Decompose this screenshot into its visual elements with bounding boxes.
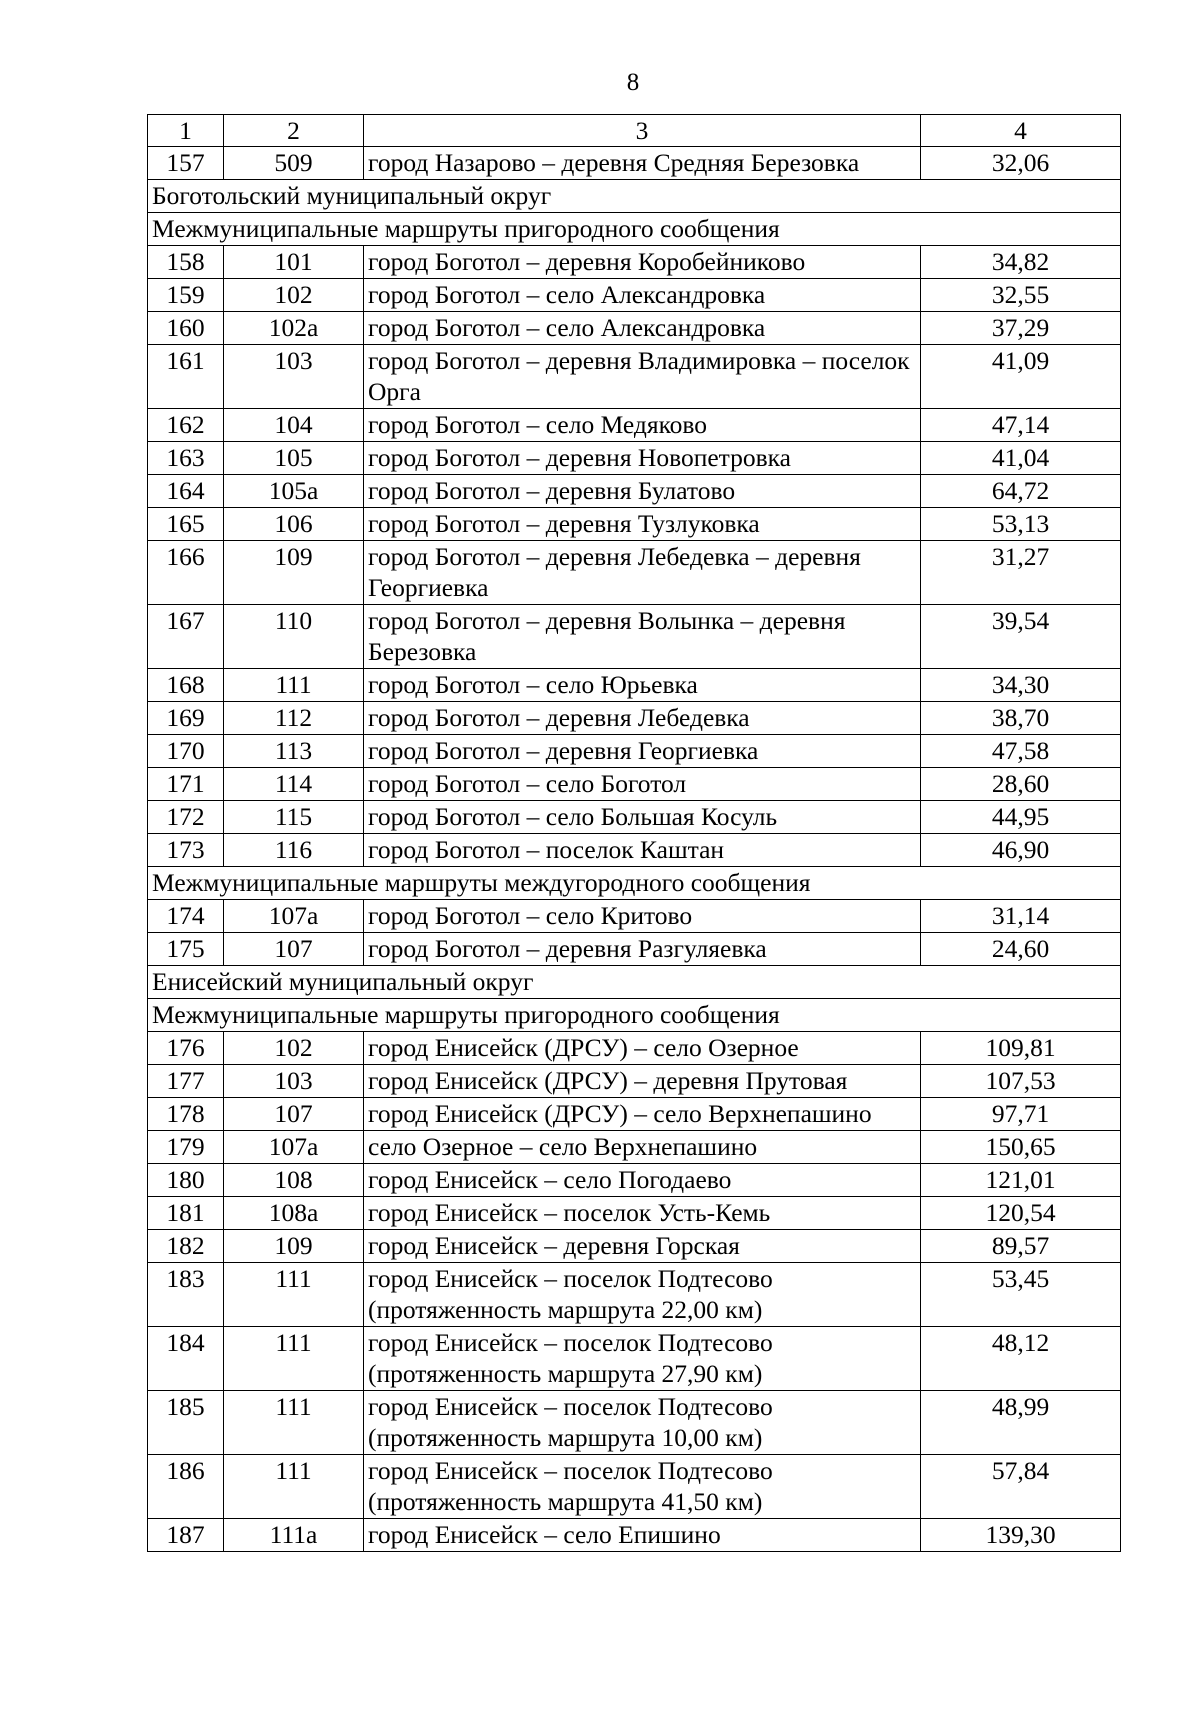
table-row [148,702,1121,735]
value-cell: 47,58 [921,735,1121,768]
row-number-cell: 169 [148,702,224,735]
routes-table [147,114,1121,1552]
value-cell: 107,53 [921,1065,1121,1098]
route-name-cell: город Енисейск – село Погодаево [364,1164,921,1197]
section-title: Межмуниципальные маршруты междугородного сообщения [148,867,1121,900]
route-name-cell: город Боготол – деревня Волынка – деревня Березовка [364,605,921,669]
route-name-cell: город Боготол – деревня Булатово [364,475,921,508]
value-cell: 46,90 [921,834,1121,867]
row-number-cell: 184 [148,1327,224,1391]
value-cell: 97,71 [921,1098,1121,1131]
value-cell: 53,13 [921,508,1121,541]
value-cell: 31,14 [921,900,1121,933]
route-name-cell: город Боготол – село Большая Косуль [364,801,921,834]
value-cell: 32,06 [921,147,1121,180]
value-cell: 32,55 [921,279,1121,312]
route-number-cell: 111 [224,669,364,702]
route-name-cell: город Енисейск – поселок Подтесово (протяженность маршрута 27,90 км) [364,1327,921,1391]
header-col-2: 2 [224,115,364,147]
table-row [148,246,1121,279]
section-title: Енисейский муниципальный округ [148,966,1121,999]
route-name-cell: город Боготол – деревня Лебедевка [364,702,921,735]
route-name-cell: село Озерное – село Верхнепашино [364,1131,921,1164]
route-name-cell: город Боготол – деревня Тузлуковка [364,508,921,541]
route-number-cell: 106 [224,508,364,541]
row-number-cell: 158 [148,246,224,279]
route-name-cell: город Енисейск – поселок Усть-Кемь [364,1197,921,1230]
section-row [148,213,1121,246]
table-row [148,1455,1121,1519]
row-number-cell: 173 [148,834,224,867]
table-row [148,1065,1121,1098]
route-name-cell: город Боготол – село Медяково [364,409,921,442]
value-cell: 24,60 [921,933,1121,966]
table-row [148,1098,1121,1131]
route-number-cell: 111 [224,1391,364,1455]
table-row [148,605,1121,669]
row-number-cell: 163 [148,442,224,475]
table-row [148,735,1121,768]
route-number-cell: 108 [224,1164,364,1197]
route-number-cell: 111а [224,1519,364,1552]
value-cell: 120,54 [921,1197,1121,1230]
row-number-cell: 180 [148,1164,224,1197]
route-number-cell: 102 [224,1032,364,1065]
value-cell: 48,99 [921,1391,1121,1455]
section-title: Межмуниципальные маршруты пригородного сообщения [148,999,1121,1032]
value-cell: 64,72 [921,475,1121,508]
route-number-cell: 102 [224,279,364,312]
value-cell: 47,14 [921,409,1121,442]
route-name-cell: город Боготол – деревня Новопетровка [364,442,921,475]
header-col-1: 1 [148,115,224,147]
route-number-cell: 109 [224,541,364,605]
route-number-cell: 105а [224,475,364,508]
section-row [148,999,1121,1032]
section-row [148,966,1121,999]
value-cell: 89,57 [921,1230,1121,1263]
header-col-4: 4 [921,115,1121,147]
route-name-cell: город Енисейск – село Епишино [364,1519,921,1552]
route-number-cell: 108а [224,1197,364,1230]
table-row [148,669,1121,702]
row-number-cell: 170 [148,735,224,768]
route-number-cell: 105 [224,442,364,475]
table-row [148,834,1121,867]
section-row [148,867,1121,900]
table-row [148,345,1121,409]
table-row [148,147,1121,180]
route-name-cell: город Боготол – село Критово [364,900,921,933]
route-number-cell: 114 [224,768,364,801]
table-row [148,768,1121,801]
section-title: Боготольский муниципальный округ [148,180,1121,213]
route-name-cell: город Боготол – село Александровка [364,279,921,312]
value-cell: 31,27 [921,541,1121,605]
row-number-cell: 159 [148,279,224,312]
row-number-cell: 178 [148,1098,224,1131]
value-cell: 38,70 [921,702,1121,735]
route-number-cell: 113 [224,735,364,768]
table-row [148,801,1121,834]
row-number-cell: 182 [148,1230,224,1263]
route-number-cell: 103 [224,1065,364,1098]
route-name-cell: город Боготол – деревня Разгуляевка [364,933,921,966]
route-name-cell: город Енисейск – деревня Горская [364,1230,921,1263]
row-number-cell: 164 [148,475,224,508]
route-number-cell: 107а [224,900,364,933]
route-number-cell: 110 [224,605,364,669]
value-cell: 109,81 [921,1032,1121,1065]
table-row [148,1131,1121,1164]
value-cell: 41,09 [921,345,1121,409]
row-number-cell: 160 [148,312,224,345]
route-number-cell: 111 [224,1263,364,1327]
value-cell: 53,45 [921,1263,1121,1327]
route-number-cell: 509 [224,147,364,180]
route-number-cell: 112 [224,702,364,735]
route-number-cell: 115 [224,801,364,834]
table-row [148,1519,1121,1552]
route-number-cell: 116 [224,834,364,867]
table-row [148,1164,1121,1197]
table-row [148,1230,1121,1263]
row-number-cell: 186 [148,1455,224,1519]
row-number-cell: 185 [148,1391,224,1455]
route-name-cell: город Боготол – село Боготол [364,768,921,801]
route-number-cell: 101 [224,246,364,279]
routes-table-body [148,115,1121,1552]
route-number-cell: 111 [224,1327,364,1391]
route-number-cell: 103 [224,345,364,409]
route-name-cell: город Енисейск (ДРСУ) – село Озерное [364,1032,921,1065]
table-row [148,508,1121,541]
row-number-cell: 187 [148,1519,224,1552]
route-name-cell: город Боготол – село Александровка [364,312,921,345]
route-number-cell: 109 [224,1230,364,1263]
row-number-cell: 157 [148,147,224,180]
route-number-cell: 107 [224,933,364,966]
route-name-cell: город Боготол – село Юрьевка [364,669,921,702]
table-row [148,409,1121,442]
table-row [148,442,1121,475]
route-number-cell: 111 [224,1455,364,1519]
value-cell: 28,60 [921,768,1121,801]
table-row [148,279,1121,312]
value-cell: 37,29 [921,312,1121,345]
table-row [148,1327,1121,1391]
route-name-cell: город Енисейск (ДРСУ) – село Верхнепашино [364,1098,921,1131]
value-cell: 39,54 [921,605,1121,669]
row-number-cell: 175 [148,933,224,966]
section-title: Межмуниципальные маршруты пригородного сообщения [148,213,1121,246]
table-row [148,1032,1121,1065]
route-name-cell: город Енисейск – поселок Подтесово (протяженность маршрута 10,00 км) [364,1391,921,1455]
row-number-cell: 177 [148,1065,224,1098]
route-number-cell: 102а [224,312,364,345]
route-name-cell: город Боготол – деревня Георгиевка [364,735,921,768]
row-number-cell: 176 [148,1032,224,1065]
page-number: 8 [626,69,640,96]
row-number-cell: 183 [148,1263,224,1327]
route-name-cell: город Назарово – деревня Средняя Березовка [364,147,921,180]
table-row [148,900,1121,933]
table-row [148,1391,1121,1455]
value-cell: 121,01 [921,1164,1121,1197]
row-number-cell: 165 [148,508,224,541]
route-name-cell: город Енисейск (ДРСУ) – деревня Прутовая [364,1065,921,1098]
value-cell: 48,12 [921,1327,1121,1391]
row-number-cell: 181 [148,1197,224,1230]
row-number-cell: 167 [148,605,224,669]
table-row [148,1263,1121,1327]
row-number-cell: 162 [148,409,224,442]
route-name-cell: город Енисейск – поселок Подтесово (протяженность маршрута 41,50 км) [364,1455,921,1519]
route-number-cell: 107а [224,1131,364,1164]
row-number-cell: 179 [148,1131,224,1164]
row-number-cell: 168 [148,669,224,702]
table-header-row [148,115,1121,147]
route-name-cell: город Боготол – поселок Каштан [364,834,921,867]
route-number-cell: 104 [224,409,364,442]
row-number-cell: 172 [148,801,224,834]
value-cell: 139,30 [921,1519,1121,1552]
table-row [148,541,1121,605]
route-name-cell: город Енисейск – поселок Подтесово (протяженность маршрута 22,00 км) [364,1263,921,1327]
value-cell: 34,30 [921,669,1121,702]
section-row [148,180,1121,213]
row-number-cell: 161 [148,345,224,409]
value-cell: 41,04 [921,442,1121,475]
value-cell: 44,95 [921,801,1121,834]
table-row [148,1197,1121,1230]
row-number-cell: 174 [148,900,224,933]
header-col-3: 3 [364,115,921,147]
value-cell: 150,65 [921,1131,1121,1164]
route-name-cell: город Боготол – деревня Владимировка – поселок Орга [364,345,921,409]
value-cell: 34,82 [921,246,1121,279]
row-number-cell: 171 [148,768,224,801]
route-name-cell: город Боготол – деревня Лебедевка – деревня Георгиевка [364,541,921,605]
route-number-cell: 107 [224,1098,364,1131]
table-row [148,475,1121,508]
route-name-cell: город Боготол – деревня Коробейниково [364,246,921,279]
row-number-cell: 166 [148,541,224,605]
table-row [148,312,1121,345]
table-row [148,933,1121,966]
value-cell: 57,84 [921,1455,1121,1519]
